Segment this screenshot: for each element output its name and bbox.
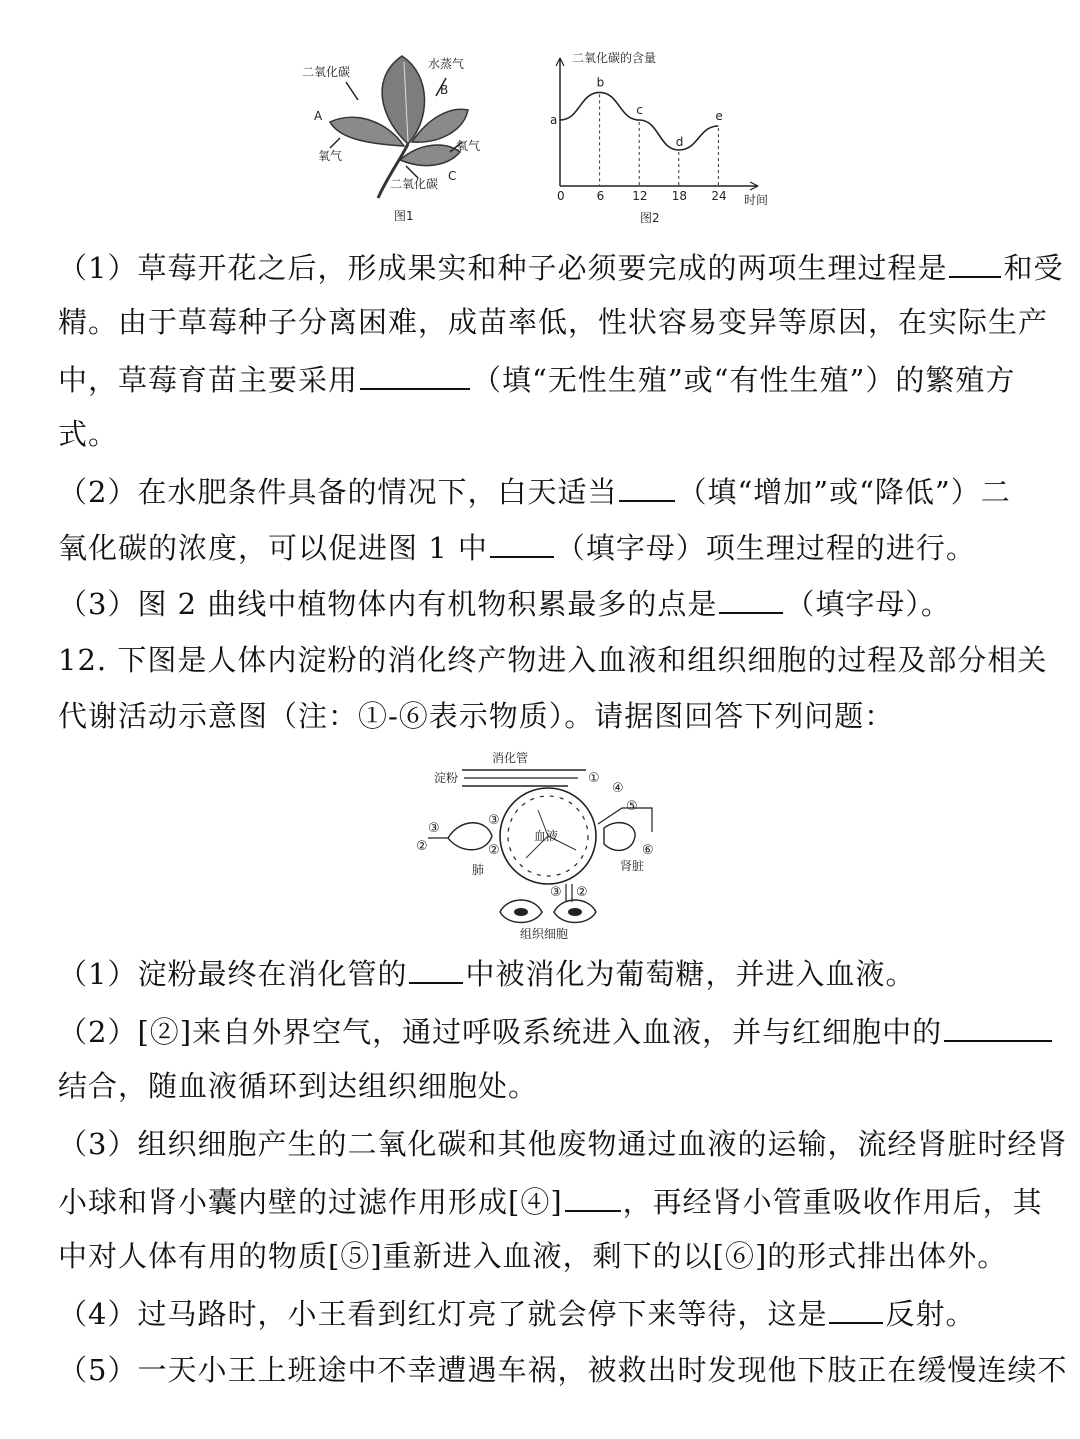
q12-p3-line1: （3）组织细胞产生的二氧化碳和其他废物通过血液的运输，流经肾脏时经肾: [58, 1127, 1068, 1161]
q11-blank-5[interactable]: [719, 582, 783, 614]
point-label-b: b: [596, 75, 605, 90]
label-kidney: 肾脏: [620, 859, 645, 873]
label-blood: 血液: [534, 829, 559, 843]
mark-1: ①: [588, 771, 600, 786]
q12-p3-text2: 小球和肾小囊内壁的过滤作用形成[④]: [58, 1185, 563, 1219]
q12-p2-line1: [58, 1010, 1032, 1052]
q11-p2-text1: （2）在水肥条件具备的情况下，白天适当: [58, 475, 618, 509]
q11-p2-line1: [58, 470, 1032, 512]
figure1-leaf-diagram: [300, 48, 500, 230]
q11-p2-text2: 氧化碳的浓度，可以促进图 1 中: [58, 531, 488, 565]
q12-intro-line2: 代谢活动示意图（注：①-⑥表示物质）。请据图回答下列问题：: [58, 699, 895, 733]
q12-p4-line: [58, 1292, 1032, 1334]
q12-blank-4[interactable]: [829, 1292, 883, 1324]
label-a: A: [314, 109, 323, 123]
mark-2-lung: ②: [416, 839, 428, 854]
leaf-svg: [300, 48, 500, 230]
q12-p1-line: [58, 952, 1032, 994]
q12-p3-line2: [58, 1180, 1043, 1222]
q11-p1-text3-end: （填“无性生殖”或“有性生殖”）的繁殖方: [472, 363, 1016, 397]
q12-intro-line1: 12. 下图是人体内淀粉的消化终产物进入血液和组织细胞的过程及部分相关: [58, 643, 1048, 677]
x-tick-0: 0: [557, 189, 565, 203]
lung-shape: [448, 823, 492, 850]
tissue-cell-1-nucleus: [514, 908, 528, 916]
figure3-circulation-diagram: [408, 746, 678, 942]
mark-3-cell: ③: [550, 885, 562, 900]
label-co2-top: 二氧化碳: [302, 65, 351, 79]
q11-p2-line2: [58, 526, 1032, 568]
q11-p1-text1: （1）草莓开花之后，形成果实和种子必须要完成的两项生理过程是: [58, 251, 948, 285]
q12-p4-text: （4）过马路时，小王看到红灯亮了就会停下来等待，这是: [58, 1297, 828, 1331]
q11-p3-text-end: （填字母）。: [785, 587, 951, 621]
q11-p3-text: （3）图 2 曲线中植物体内有机物积累最多的点是: [58, 587, 718, 621]
label-co2-bottom: 二氧化碳: [390, 177, 439, 191]
q11-p2-text2-end: （填字母）项生理过程的进行。: [555, 531, 976, 565]
figure2-chart: [548, 44, 788, 230]
label-starch: 淀粉: [434, 771, 459, 785]
arrow-oxygen-out: [330, 138, 340, 148]
q12-p2-line2: 结合，随血液循环到达组织细胞处。: [58, 1069, 539, 1103]
label-digestive-tract: 消化管: [492, 751, 529, 765]
q11-p1-line1: [58, 246, 1064, 288]
kidney-flow: [598, 808, 652, 832]
q11-p1-line2: 精。由于草莓种子分离困难，成苗率低，性状容易变异等原因，在实际生产: [58, 305, 1049, 339]
q12-p2-text1: （2）[②]来自外界空气，通过呼吸系统进入血液，并与红细胞中的: [58, 1015, 943, 1049]
x-tick-6: 6: [596, 189, 605, 203]
q11-p1-text1-end: 和受: [1003, 251, 1064, 285]
q12-p5-line1: （5）一天小王上班途中不幸遭遇车祸，被救出时发现他下肢正在缓慢连续不: [58, 1353, 1068, 1387]
label-oxygen-right: 氧气: [456, 139, 481, 153]
chart-svg: [548, 44, 788, 230]
mark-6: ⑥: [642, 843, 654, 858]
leaf-right-lower: [400, 145, 460, 166]
label-lung: 肺: [472, 863, 485, 877]
x-tick-24: 24: [711, 189, 727, 203]
circulation-svg: [408, 746, 678, 942]
q12-blank-3[interactable]: [565, 1180, 621, 1212]
x-tick-18: 18: [671, 189, 688, 203]
q11-blank-1[interactable]: [949, 246, 1001, 278]
q11-p1-text3: 中，草莓育苗主要采用: [58, 363, 359, 397]
label-oxygen-left: 氧气: [318, 149, 343, 163]
point-label-e: e: [715, 109, 723, 123]
q12-p3-text2-end: ，再经肾小管重吸收作用后，其: [622, 1185, 1043, 1219]
q11-blank-4[interactable]: [490, 526, 554, 558]
label-b: B: [440, 83, 449, 97]
mark-3-blood: ③: [488, 813, 500, 828]
q12-blank-1[interactable]: [409, 952, 463, 984]
label-vapor: 水蒸气: [428, 57, 465, 71]
q11-p3-line: [58, 582, 1032, 624]
q11-blank-2[interactable]: [360, 358, 470, 390]
q12-blank-2[interactable]: [944, 1010, 1052, 1042]
label-c: C: [448, 169, 457, 183]
mark-4: ④: [612, 781, 624, 796]
point-label-c: c: [636, 103, 643, 117]
figure2-caption: 图2: [640, 211, 660, 225]
q12-p3-line3: 中对人体有用的物质[⑤]重新进入血液，剩下的以[⑥]的形式排出体外。: [58, 1239, 1008, 1273]
q11-blank-3[interactable]: [619, 470, 675, 502]
figure1-caption: 图1: [394, 209, 414, 223]
q12-p1-text-end: 中被消化为葡萄糖，并进入血液。: [465, 957, 916, 991]
x-axis-label: 时间: [744, 193, 769, 207]
mark-2-blood: ②: [488, 843, 500, 858]
q11-p2-text1-end: （填“增加”或“降低”）二: [677, 475, 1011, 509]
tissue-cell-2-nucleus: [568, 908, 582, 916]
x-tick-12: 12: [632, 189, 648, 203]
mark-5: ⑤: [626, 799, 638, 814]
kidney-shape: [604, 823, 635, 851]
q11-p1-line4: 式。: [58, 417, 119, 451]
mark-3-lung: ③: [428, 821, 440, 836]
point-label-a: a: [550, 113, 558, 127]
q11-p1-line3: [58, 358, 1032, 400]
arrow-co2-in: [346, 82, 358, 100]
mark-2-cell: ②: [576, 885, 588, 900]
q12-p1-text: （1）淀粉最终在消化管的: [58, 957, 408, 991]
point-label-d: d: [675, 135, 684, 149]
label-tissue-cells: 组织细胞: [520, 927, 569, 941]
q12-p4-text-end: 反射。: [885, 1297, 976, 1331]
chart-title: 二氧化碳的含量: [572, 51, 657, 65]
